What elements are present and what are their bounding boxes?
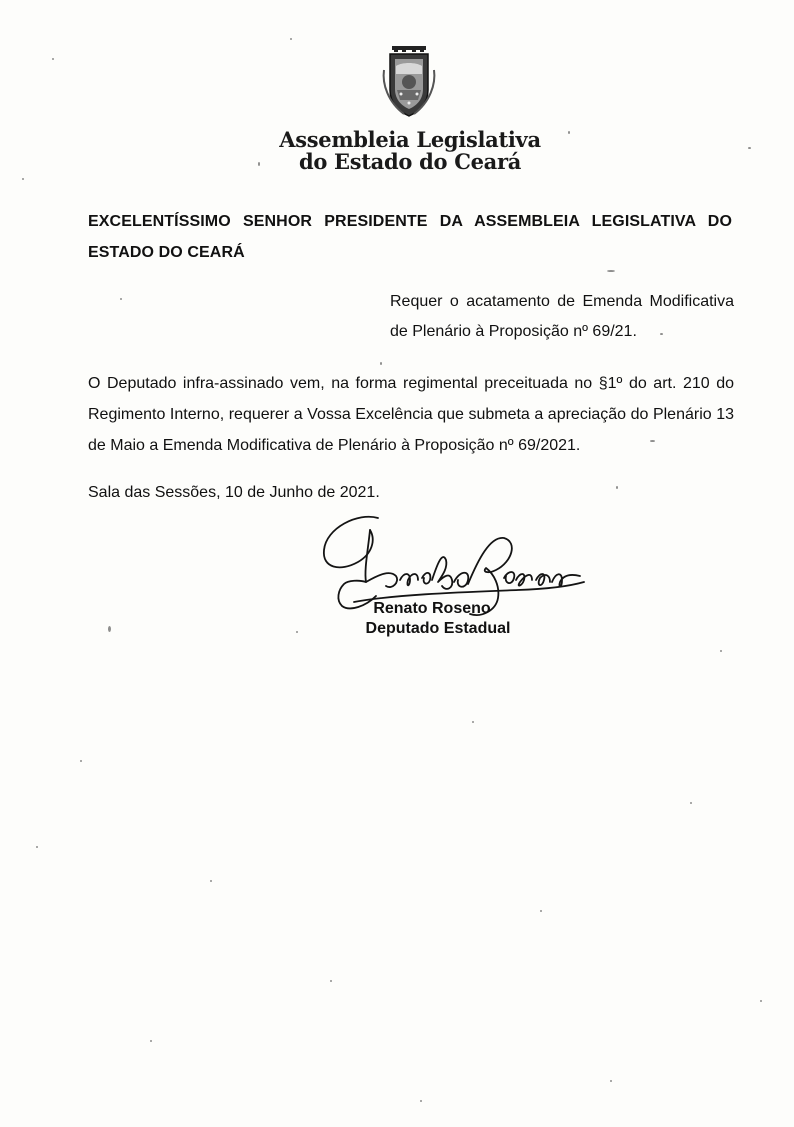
place-and-date: Sala das Sessões, 10 de Junho de 2021.: [88, 484, 380, 501]
signatory-title: Deputado Estadual: [365, 620, 511, 637]
state-coat-of-arms-icon: [378, 44, 440, 118]
institution-name-line2: do Estado do Ceará: [298, 149, 522, 174]
signatory-name: Renato Roseno: [373, 600, 491, 617]
request-summary: Requer o acatamento de Emenda Modificativa de Plenário à Proposição nº 69/21.: [390, 293, 734, 340]
institution-name-line1: Assembleia Legislativa: [279, 127, 541, 152]
request-body: O Deputado infra-assinado vem, na forma regimental preceituada no §1º do art. 210 do Regimento Interno, requerer a Vossa Excelência que submeta a apreciação do Plenário 13 de Maio a Emenda Modificativa de Plenário à Proposição nº 69/2021.: [88, 375, 734, 454]
addressee-heading: EXCELENTÍSSIMO SENHOR PRESIDENTE DA ASSEMBLEIA LEGISLATIVA DO ESTADO DO CEARÁ: [88, 213, 732, 261]
